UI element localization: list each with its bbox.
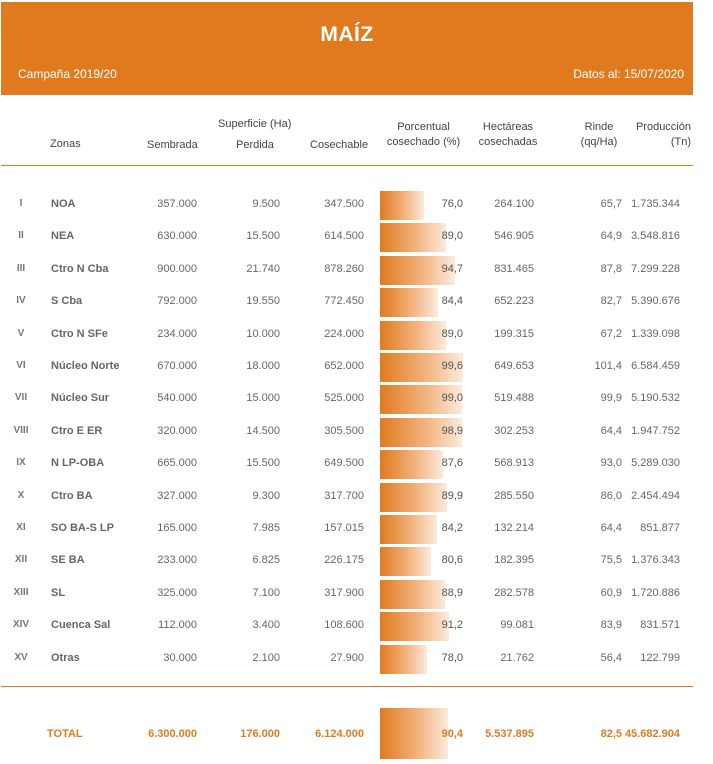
col-perdida: Perdida — [236, 139, 274, 151]
rinde-cell: 87,8 — [600, 262, 622, 275]
pct-bar — [380, 191, 424, 220]
rinde-cell: 67,2 — [600, 327, 622, 340]
perdida-cell: 18.000 — [246, 360, 280, 372]
perdida-cell: 19.550 — [246, 295, 280, 308]
hectareas-cell: 21.762 — [500, 651, 534, 664]
table-row — [0, 579, 713, 609]
rinde-cell: 64,4 — [600, 522, 622, 534]
zone-name: NOA — [51, 198, 76, 210]
hectareas-cell: 519.488 — [494, 392, 534, 405]
pct-bar — [380, 612, 449, 641]
sembrada-cell: 665.000 — [157, 457, 197, 470]
zone-number: XV — [14, 651, 28, 663]
pct-bar — [380, 223, 446, 252]
pct-value: 88,9 — [441, 586, 463, 599]
pct-value: 84,2 — [441, 522, 463, 534]
perdida-cell: 6.825 — [252, 554, 280, 567]
zone-name: Ctro N Cba — [51, 262, 109, 275]
zone-name: Ctro N SFe — [51, 327, 108, 340]
cosechable-cell: 108.600 — [324, 619, 364, 632]
total-row — [0, 705, 713, 763]
zone-name: S Cba — [51, 295, 83, 308]
table-row — [0, 352, 713, 382]
header-divider — [1, 165, 693, 166]
perdida-cell: 15.500 — [246, 457, 280, 470]
cosechable-cell: 317.700 — [324, 489, 364, 502]
perdida-cell: 7.985 — [252, 522, 280, 534]
col-zonas: Zonas — [50, 138, 81, 150]
page-title: MAÍZ — [320, 23, 374, 46]
sembrada-cell: 540.000 — [157, 392, 197, 405]
table-row — [0, 482, 713, 512]
hectareas-cell: 302.253 — [494, 424, 534, 437]
rinde-cell: 83,9 — [600, 619, 622, 632]
rinde-cell: 56,4 — [600, 651, 622, 664]
rinde-cell: 60,9 — [600, 586, 622, 599]
rinde-cell: 65,7 — [600, 198, 622, 210]
cosechable-cell: 649.500 — [324, 457, 364, 470]
total-label: TOTAL — [47, 728, 83, 740]
perdida-cell: 9.500 — [252, 198, 280, 210]
hectareas-cell: 132.214 — [494, 522, 534, 534]
pct-bar — [380, 321, 446, 350]
pct-value: 87,6 — [441, 457, 463, 470]
cosechable-cell: 305.500 — [324, 424, 364, 437]
pct-bar — [380, 288, 438, 317]
perdida-cell: 15.000 — [246, 392, 280, 405]
table-row — [0, 644, 713, 674]
perdida-cell: 15.500 — [246, 230, 280, 243]
zone-name: NEA — [51, 230, 75, 243]
zone-number: VI — [16, 360, 26, 371]
zone-number: XII — [14, 554, 28, 566]
rinde-cell: 75,5 — [600, 554, 622, 567]
rinde-cell: 82,7 — [600, 295, 622, 308]
pct-value: 80,6 — [441, 554, 463, 567]
sembrada-cell: 233.000 — [157, 554, 197, 567]
table-row — [0, 514, 713, 544]
col-produccion: Producción (Tn) — [635, 121, 691, 148]
sembrada-cell: 325.000 — [157, 586, 197, 599]
produccion-cell: 831.571 — [640, 619, 680, 632]
col-cosechable: Cosechable — [310, 139, 369, 151]
cosechable-cell: 317.900 — [324, 586, 364, 599]
produccion-cell: 5.190.532 — [631, 392, 680, 405]
sembrada-cell: 320.000 — [157, 424, 197, 437]
zone-name: Ctro E ER — [51, 424, 103, 437]
cosechable-cell: 226.175 — [324, 554, 364, 567]
zone-name: SO BA-S LP — [51, 522, 114, 534]
produccion-cell: 1.947.752 — [631, 424, 680, 437]
pct-value: 76,0 — [441, 198, 463, 210]
produccion-cell: 1.339.098 — [631, 327, 680, 340]
sembrada-cell: 112.000 — [158, 619, 197, 632]
zone-name: SE BA — [51, 554, 85, 567]
zone-name: Núcleo Sur — [51, 392, 110, 405]
zone-number: X — [17, 489, 25, 501]
zone-name: SL — [51, 586, 66, 599]
cosechable-cell: 878.260 — [324, 262, 364, 275]
zone-number: VIII — [13, 424, 29, 436]
table-row — [0, 287, 713, 317]
total-perdida: 176.000 — [240, 728, 280, 740]
perdida-cell: 14.500 — [246, 424, 280, 437]
produccion-cell: 1.735.344 — [631, 198, 680, 210]
hectareas-cell: 264.100 — [494, 198, 534, 210]
pct-value: 89,0 — [441, 327, 463, 340]
total-divider — [1, 686, 693, 687]
produccion-cell: 1.720.886 — [631, 586, 680, 599]
pct-value: 91,2 — [441, 619, 463, 632]
table-row — [0, 546, 713, 576]
zone-number: II — [18, 230, 24, 242]
zone-name: Núcleo Norte — [51, 360, 120, 372]
hectareas-cell: 568.913 — [494, 457, 534, 470]
cosechable-cell: 27.900 — [330, 651, 364, 664]
pct-bar — [380, 547, 431, 576]
rinde-cell: 86,0 — [600, 489, 622, 502]
total-cosechable: 6.124.000 — [315, 728, 364, 740]
zone-number: IV — [16, 295, 26, 307]
pct-value: 99,0 — [441, 392, 463, 405]
produccion-cell: 7.299.228 — [631, 262, 680, 275]
perdida-cell: 3.400 — [252, 619, 280, 632]
cosechable-cell: 347.500 — [324, 198, 364, 210]
sembrada-cell: 327.000 — [157, 489, 197, 502]
table-row — [0, 222, 713, 252]
rinde-cell: 93,0 — [600, 457, 622, 470]
produccion-cell: 851.877 — [640, 522, 680, 534]
sembrada-cell: 670.000 — [157, 360, 197, 372]
sembrada-cell: 165.000 — [157, 522, 197, 534]
total-produccion: 45.682.904 — [624, 728, 680, 740]
col-rinde: Rinde (qq/Ha) — [580, 121, 618, 148]
sembrada-cell: 792.000 — [157, 295, 197, 308]
col-porcentual: Porcentual cosechado (%) — [386, 121, 461, 148]
hectareas-cell: 182.395 — [494, 554, 534, 567]
hectareas-cell: 649.653 — [494, 360, 534, 372]
zone-number: VII — [14, 392, 28, 404]
pct-value: 89,9 — [441, 489, 463, 502]
rinde-cell: 64,9 — [600, 230, 622, 243]
col-hectareas: Hectáreas cosechadas — [478, 121, 538, 148]
table-row — [0, 449, 713, 479]
perdida-cell: 21.740 — [246, 262, 280, 275]
report-header — [1, 2, 693, 95]
cosechable-cell: 525.000 — [324, 392, 364, 405]
campaign-label: Campaña 2019/20 — [18, 67, 117, 81]
zone-number: XI — [16, 522, 26, 533]
zone-number: I — [19, 198, 23, 209]
rinde-cell: 101,4 — [594, 360, 622, 372]
cosechable-cell: 614.500 — [324, 230, 364, 243]
hectareas-cell: 285.550 — [494, 489, 534, 502]
sembrada-cell: 900.000 — [157, 262, 197, 275]
pct-value: 84,4 — [441, 295, 463, 308]
table-row — [0, 384, 713, 414]
sembrada-cell: 630.000 — [157, 230, 197, 243]
total-pct-bar — [380, 708, 448, 759]
zone-number: IX — [16, 457, 26, 469]
table-row — [0, 417, 713, 447]
produccion-cell: 1.376.343 — [631, 554, 680, 567]
produccion-cell: 3.548.816 — [631, 230, 680, 243]
cosechable-cell: 157.015 — [324, 522, 364, 534]
data-date-label: Datos al: 15/07/2020 — [573, 67, 684, 81]
total-rinde: 82,5 — [600, 728, 622, 740]
cosechable-cell: 772.450 — [324, 295, 364, 308]
perdida-cell: 9.300 — [252, 489, 280, 502]
zone-name: N LP-OBA — [51, 457, 105, 470]
pct-value: 89,0 — [441, 230, 463, 243]
table-row — [0, 190, 713, 220]
zone-number: III — [16, 262, 26, 274]
produccion-cell: 6.584.459 — [631, 360, 680, 372]
hectareas-cell: 99.081 — [500, 619, 534, 632]
zone-name: Otras — [51, 651, 80, 664]
pct-bar — [380, 645, 427, 674]
pct-bar — [380, 483, 447, 512]
total-pct-value: 90,4 — [441, 728, 463, 740]
table-row — [0, 255, 713, 285]
col-sembrada: Sembrada — [147, 139, 198, 151]
sembrada-cell: 357.000 — [157, 198, 197, 210]
zone-number: XIII — [13, 586, 29, 598]
pct-value: 94,7 — [441, 262, 463, 275]
pct-value: 99,6 — [441, 360, 463, 372]
rinde-cell: 64,4 — [600, 424, 622, 437]
total-hectareas: 5.537.895 — [485, 728, 534, 740]
produccion-cell: 5.289.030 — [631, 457, 680, 470]
pct-value: 78,0 — [441, 651, 463, 664]
zone-name: Cuenca Sal — [51, 619, 111, 632]
col-superficie: Superficie (Ha) — [218, 118, 292, 130]
hectareas-cell: 199.315 — [494, 327, 534, 340]
pct-bar — [380, 450, 443, 479]
perdida-cell: 10.000 — [246, 327, 280, 340]
hectareas-cell: 282.578 — [494, 586, 534, 599]
sembrada-cell: 30.000 — [163, 651, 197, 664]
hectareas-cell: 546.905 — [494, 230, 534, 243]
hectareas-cell: 652.223 — [494, 295, 534, 308]
table-row — [0, 320, 713, 350]
cosechable-cell: 652.000 — [324, 360, 364, 372]
perdida-cell: 7.100 — [252, 586, 280, 599]
pct-bar — [380, 580, 445, 609]
zone-number: XIV — [12, 619, 30, 631]
table-row — [0, 611, 713, 641]
zone-name: Ctro BA — [51, 489, 93, 502]
hectareas-cell: 831.465 — [494, 262, 534, 275]
cosechable-cell: 224.000 — [324, 327, 364, 340]
rinde-cell: 99,9 — [600, 392, 622, 405]
sembrada-cell: 234.000 — [157, 327, 197, 340]
zone-number: V — [17, 327, 25, 339]
produccion-cell: 2.454.494 — [631, 489, 680, 502]
pct-value: 98,9 — [441, 424, 463, 437]
produccion-cell: 122.799 — [640, 651, 680, 664]
total-sembrada: 6.300.000 — [148, 728, 197, 740]
perdida-cell: 2.100 — [252, 651, 280, 664]
produccion-cell: 5.390.676 — [631, 295, 680, 308]
pct-bar — [380, 515, 437, 544]
